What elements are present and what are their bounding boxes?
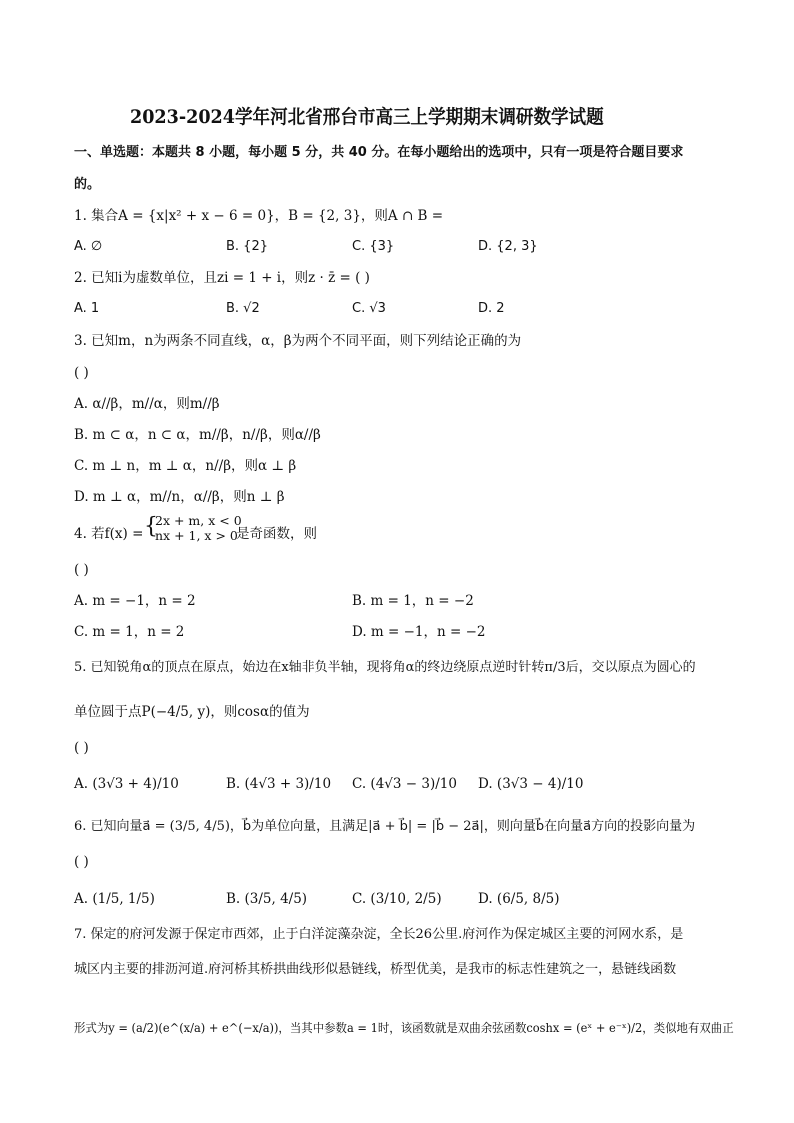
q6-answer-blank: ( ) xyxy=(74,854,89,870)
q5-option-d: D. (3√3 − 4)/10 xyxy=(478,776,584,792)
section-heading: 一、单选题：本题共 8 小题，每小题 5 分，共 40 分。在每小题给出的选项中，只有一项是符合题目要求 xyxy=(74,145,684,160)
q1-option-b: B. {2} xyxy=(226,239,268,254)
q4-case-1: 2x + m, x < 0 xyxy=(155,513,242,528)
q4-case-2: nx + 1, x > 0 xyxy=(155,528,238,543)
q3-option-c: C. m ⊥ n，m ⊥ α，n//β，则α ⊥ β xyxy=(74,458,297,474)
q1-option-c: C. {3} xyxy=(352,239,395,254)
q5-option-a: A. (3√3 + 4)/10 xyxy=(74,776,179,792)
q6-option-b: B. (3/5, 4/5) xyxy=(226,891,308,907)
q4-answer-blank: ( ) xyxy=(74,562,89,578)
q4-option-c: C. m = 1，n = 2 xyxy=(74,624,185,640)
q4-option-b: B. m = 1，n = −2 xyxy=(352,593,474,609)
q5-option-b: B. (4√3 + 3)/10 xyxy=(226,776,332,792)
q2-option-d: D. 2 xyxy=(478,301,505,316)
q4-brace: { xyxy=(144,514,158,539)
q4-option-d: D. m = −1，n = −2 xyxy=(352,624,486,640)
question-7-line-3: 形式为y = (a/2)(e^(x/a) + e^(−x/a))，当其中参数a = 1时，该函数就是双曲余弦函数coshx = (eˣ + e⁻ˣ)/2，类似地有双曲正 xyxy=(74,1021,734,1035)
q3-option-a: A. α//β，m//α，则m//β xyxy=(74,396,220,412)
q2-option-b: B. √2 xyxy=(226,301,260,316)
q2-option-c: C. √3 xyxy=(352,301,386,316)
section-heading-cont: 的。 xyxy=(74,177,101,192)
question-5-line-2: 单位圆于点P(−4/5, y)，则cosα的值为 xyxy=(74,704,310,720)
question-5-line-1: 5. 已知锐角α的顶点在原点，始边在x轴非负半轴，现将角α的终边绕原点逆时针转π/3后，交以原点为圆心的 xyxy=(74,660,696,675)
q6-option-d: D. (6/5, 8/5) xyxy=(478,891,560,907)
question-6-stem: 6. 已知向量a⃗ = (3/5, 4/5)，b⃗为单位向量，且满足|a⃗ + b⃗| = |b⃗ − 2a⃗|，则向量b⃗在向量a⃗方向的投影向量为 xyxy=(74,819,696,834)
q2-option-a: A. 1 xyxy=(74,301,100,316)
q6-option-a: A. (1/5, 1/5) xyxy=(74,891,155,907)
page-title: 2023-2024学年河北省邢台市高三上学期期末调研数学试题 xyxy=(129,106,604,128)
q3-option-b: B. m ⊂ α，n ⊂ α，m//β，n//β，则α//β xyxy=(74,427,321,443)
question-1-stem: 1. 集合A = {x|x² + x − 6 = 0}，B = {2, 3}，则A ∩ B = xyxy=(74,208,444,224)
q1-option-d: D. {2, 3} xyxy=(478,239,538,254)
question-3-stem: 3. 已知m，n为两条不同直线，α，β为两个不同平面，则下列结论正确的为 xyxy=(74,333,522,349)
question-7-line-1: 7. 保定的府河发源于保定市西郊，止于白洋淀藻杂淀，全长26公里.府河作为保定城区主要的河网水系，是 xyxy=(74,927,684,942)
q3-option-d: D. m ⊥ α，m//n，α//β，则n ⊥ β xyxy=(74,489,285,505)
q3-answer-blank: ( ) xyxy=(74,365,89,381)
q5-answer-blank: ( ) xyxy=(74,740,89,756)
q4-option-a: A. m = −1，n = 2 xyxy=(74,593,196,609)
question-4-suffix: 是奇函数，则 xyxy=(236,526,317,542)
question-4-prefix: 4. 若f(x) = xyxy=(74,526,144,542)
q6-option-c: C. (3/10, 2/5) xyxy=(352,891,442,907)
q1-option-a: A. ∅ xyxy=(74,239,103,254)
question-2-stem: 2. 已知i为虚数单位，且zi = 1 + i，则z · z̄ = ( ) xyxy=(74,270,370,286)
q5-option-c: C. (4√3 − 3)/10 xyxy=(352,776,457,792)
question-7-line-2: 城区内主要的排沥河道.府河桥其桥拱曲线形似悬链线，桥型优美，是我市的标志性建筑之一，悬链线函数 xyxy=(74,962,677,977)
